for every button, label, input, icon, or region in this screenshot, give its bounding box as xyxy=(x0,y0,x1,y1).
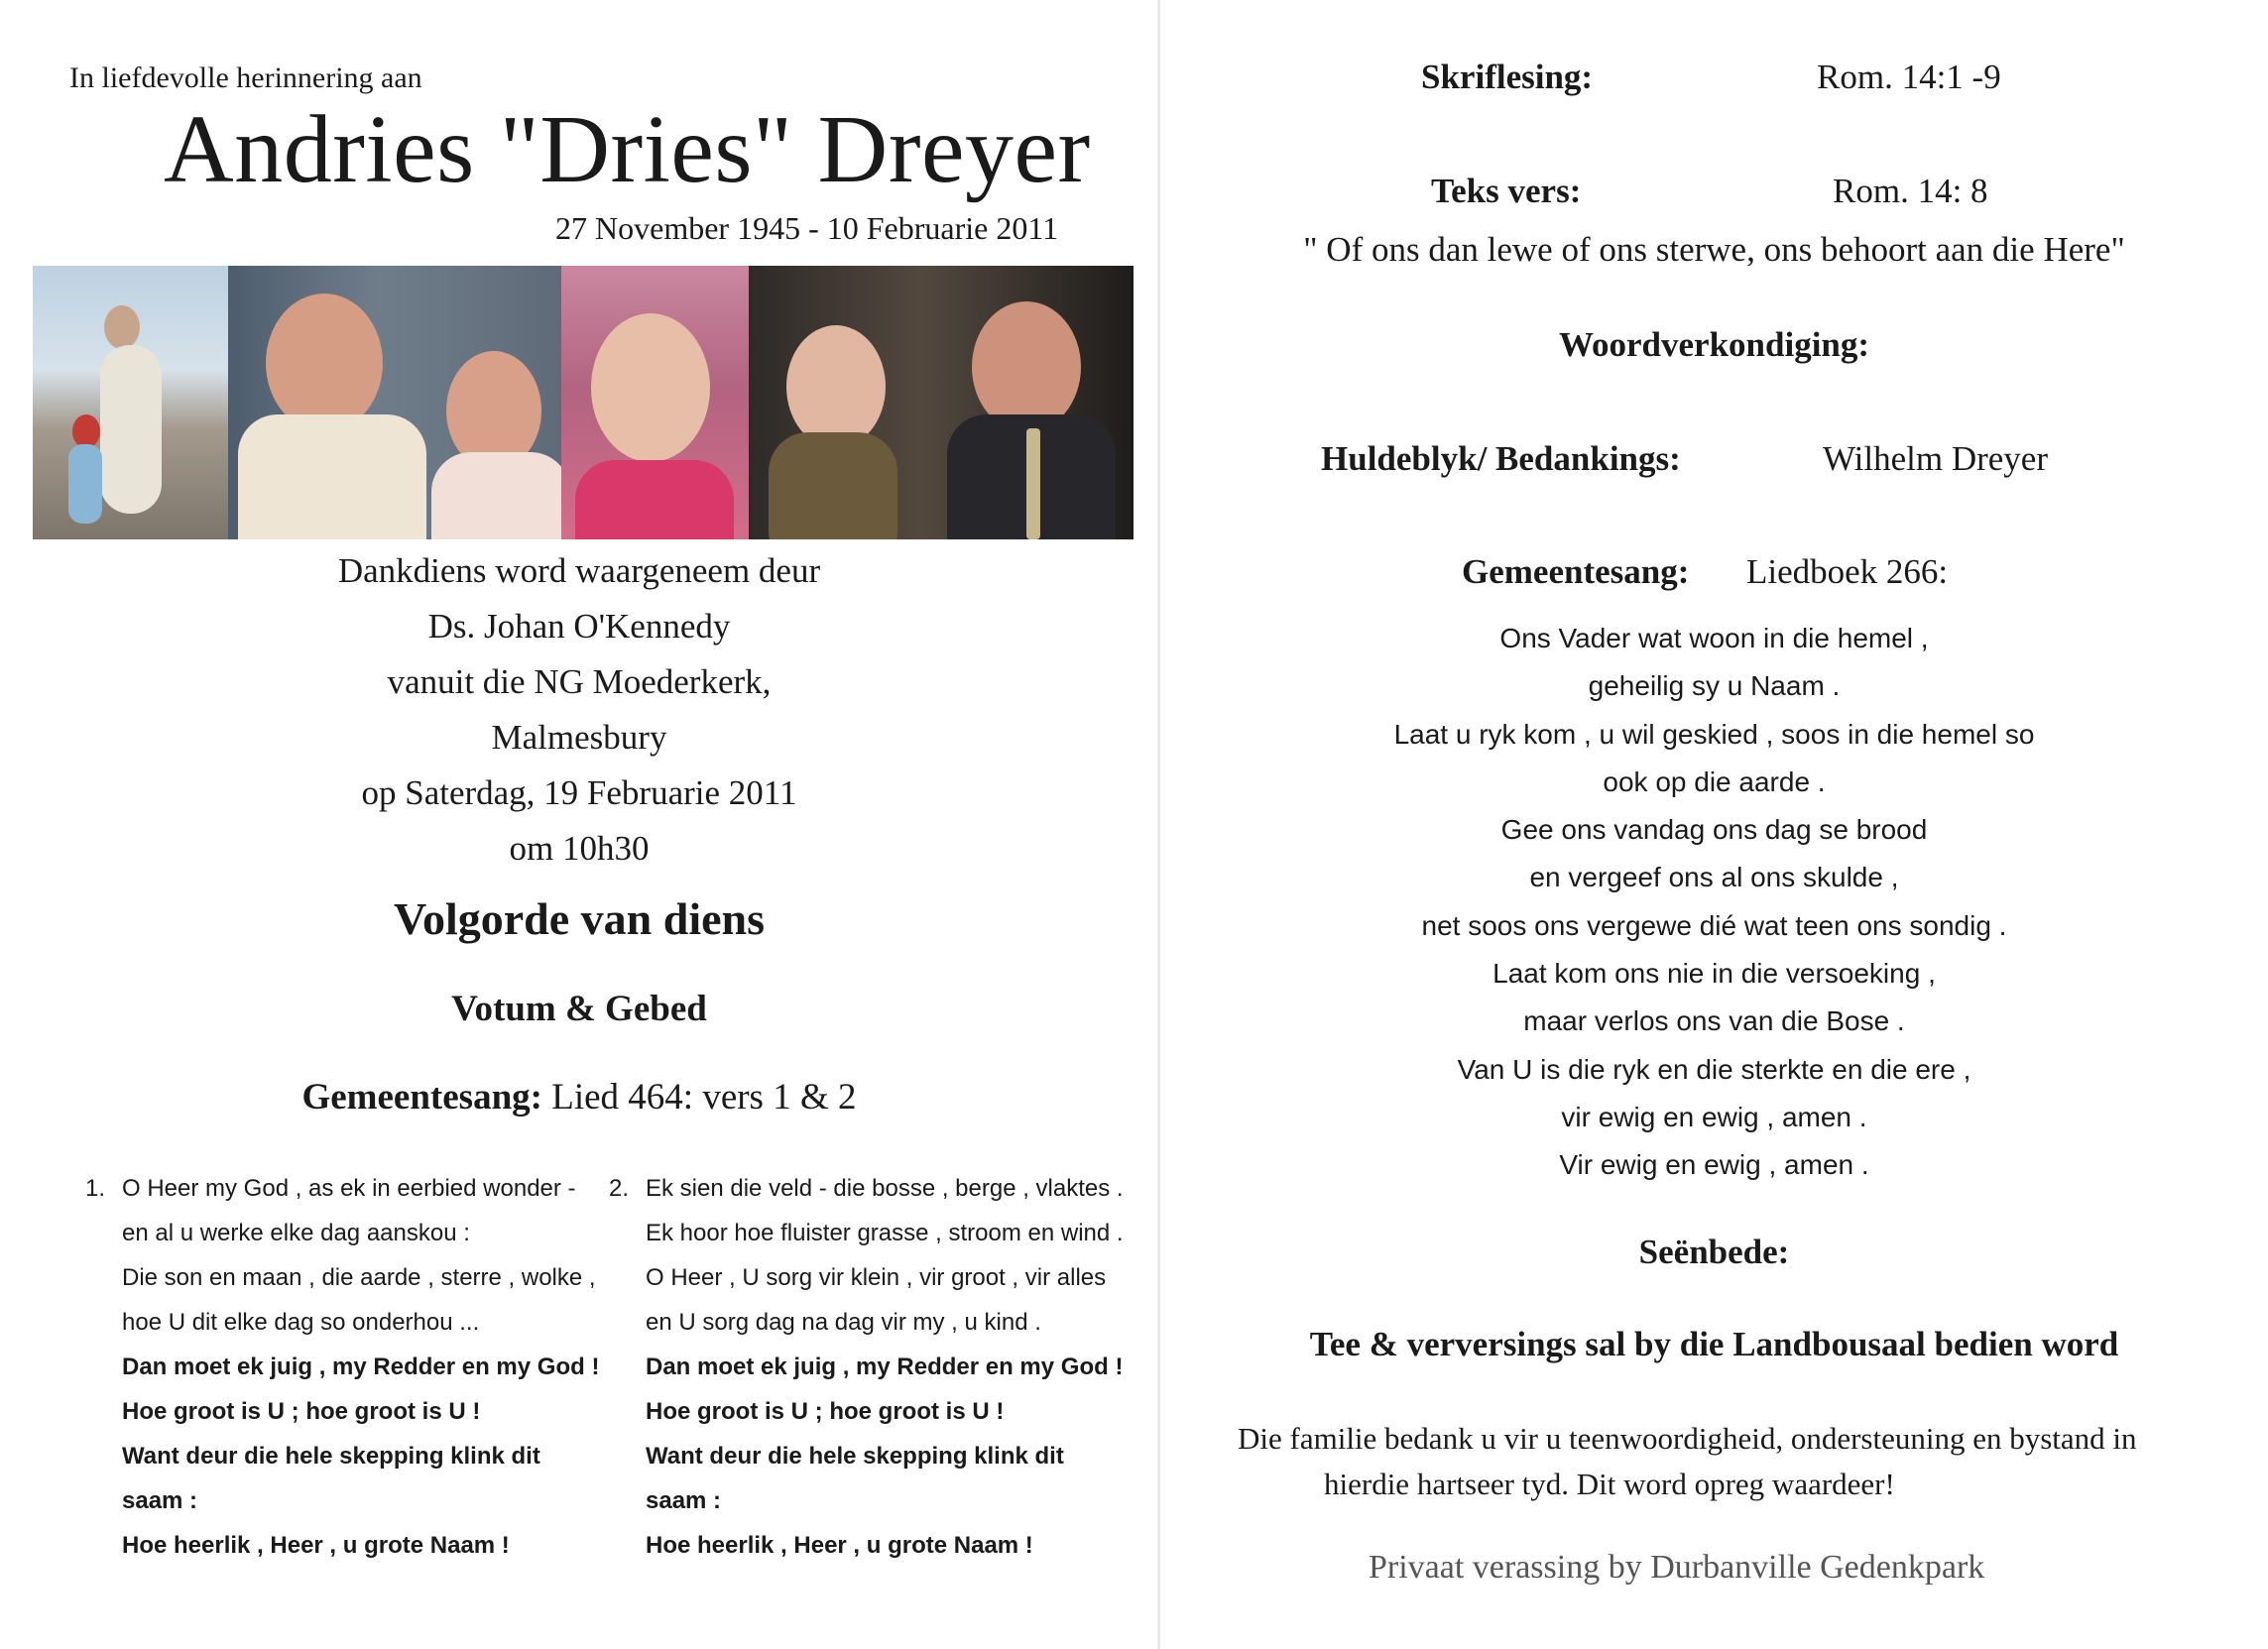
gemeentesang-1-label: Gemeentesang: xyxy=(301,1077,542,1118)
thanks-line-1: Die familie bedank u vir u teenwoordigheid, ondersteuning en bystand in xyxy=(1238,1421,2137,1456)
teks-label: Teks vers: xyxy=(1431,172,1582,210)
verse-line: Hoe groot is U ; hoe groot is U ! xyxy=(646,1398,1005,1425)
intro-text: In liefdevolle herinnering aan xyxy=(69,61,422,94)
prayer-line: Laat u ryk kom , u wil geskied , soos in die hemel so xyxy=(1393,718,2035,750)
verse-line: saam : xyxy=(122,1487,198,1514)
skriflesing-value: Rom. 14:1 -9 xyxy=(1817,58,2001,96)
prayer-line: maar verlos ons van die Bose . xyxy=(1523,1005,1905,1037)
service-line-5: op Saterdag, 19 Februarie 2011 xyxy=(361,773,797,812)
huldeblyk-value: Wilhelm Dreyer xyxy=(1823,439,2048,478)
verse-line: Hoe heerlik , Heer , u grote Naam ! xyxy=(646,1532,1033,1559)
hymn-verse-1 xyxy=(85,1166,601,1568)
prayer-line: Ons Vader wat woon in die hemel , xyxy=(1499,623,1929,653)
verse-line: saam : xyxy=(646,1487,722,1514)
teks-value: Rom. 14: 8 xyxy=(1833,172,1988,210)
verse-line: Die son en maan , die aarde , sterre , wolke , xyxy=(122,1264,596,1291)
service-line-6: om 10h30 xyxy=(509,829,650,868)
verse-line: Hoe heerlik , Heer , u grote Naam ! xyxy=(122,1532,510,1559)
photo-strip xyxy=(33,266,1134,539)
verse-line: Want deur die hele skepping klink dit xyxy=(646,1443,1064,1470)
woordverkondiging-heading: Woordverkondiging: xyxy=(1558,325,1870,364)
verse-line: Hoe groot is U ; hoe groot is U ! xyxy=(122,1398,481,1425)
order-of-service-title: Volgorde van diens xyxy=(393,893,766,944)
verse-line: Ek hoor hoe fluister grasse , stroom en wind . xyxy=(646,1220,1124,1246)
prayer-line: Laat kom ons nie in die versoeking , xyxy=(1492,958,1936,990)
right-page xyxy=(1160,0,2268,1649)
service-line-3: vanuit die NG Moederkerk, xyxy=(387,662,772,701)
seenbede-heading: Seënbede: xyxy=(1638,1233,1790,1271)
verse-line: Dan moet ek juig , my Redder en my God ! xyxy=(122,1354,600,1380)
gemeentesang-1 xyxy=(0,1076,1158,1119)
verse-line: Want deur die hele skepping klink dit xyxy=(122,1443,540,1470)
prayer-line: Gee ons vandag ons dag se brood xyxy=(1500,814,1928,846)
gemeentesang-2-label: Gemeentesang: xyxy=(1462,552,1690,591)
life-dates: 27 November 1945 - 10 Februarie 2011 xyxy=(555,210,1059,246)
verse-line: hoe U dit elke dag so onderhou ... xyxy=(122,1309,480,1336)
gemeentesang-1-value: Lied 464: vers 1 & 2 xyxy=(551,1077,857,1118)
hymn-verse-2 xyxy=(609,1166,1125,1568)
photo-child xyxy=(561,266,749,539)
prayer-line: Van U is die ryk en die sterkte en die ere , xyxy=(1457,1053,1971,1085)
refreshments-note: Tee & verversings sal by die Landbousaal bedien word xyxy=(1309,1325,2119,1363)
prayer-line: en vergeef ons al ons skulde , xyxy=(1529,862,1899,893)
votum-heading: Votum & Gebed xyxy=(451,989,707,1029)
prayer-line: ook op die aarde . xyxy=(1603,766,1826,797)
verse-number: 2. xyxy=(609,1175,630,1202)
service-line-4: Malmesbury xyxy=(491,718,667,757)
photo-couple xyxy=(228,266,561,539)
skriflesing-label: Skriflesing: xyxy=(1421,58,1594,96)
verse-line: O Heer my God , as ek in eerbied wonder - xyxy=(122,1175,576,1202)
verse-line: Dan moet ek juig , my Redder en my God ! xyxy=(646,1354,1124,1380)
huldeblyk-label: Huldeblyk/ Bedankings: xyxy=(1321,439,1681,478)
service-line-1: Dankdiens word waargeneem deur xyxy=(337,551,821,590)
verse-line: Ek sien die veld - die bosse , berge , vlaktes . xyxy=(646,1175,1124,1202)
verse-number: 1. xyxy=(85,1175,106,1202)
photo-beach xyxy=(33,266,228,539)
verse-line: en U sorg dag na dag vir my , u kind . xyxy=(646,1309,1041,1336)
prayer-line: Vir ewig en ewig , amen . xyxy=(1559,1149,1869,1181)
cremation-note: Privaat verassing by Durbanville Gedenkpark xyxy=(1369,1549,1985,1586)
service-line-2: Ds. Johan O'Kennedy xyxy=(427,607,731,646)
prayer-line: vir ewig en ewig , amen . xyxy=(1561,1101,1867,1132)
lords-prayer xyxy=(1160,615,2268,1190)
prayer-line: geheilig sy u Naam . xyxy=(1588,670,1841,702)
deceased-name: Andries "Dries" Dreyer xyxy=(164,96,1091,203)
thanks-line-2: hierdie hartseer tyd. Dit word opreg waardeer! xyxy=(1324,1467,1895,1501)
gemeentesang-2-value: Liedboek 266: xyxy=(1746,552,1949,591)
photo-father-daughter xyxy=(749,266,1134,539)
text-verse-quote: " Of ons dan lewe of ons sterwe, ons behoort aan die Here" xyxy=(1303,230,2125,269)
prayer-line: net soos ons vergewe dié wat teen ons sondig . xyxy=(1421,909,2007,941)
verse-line: O Heer , U sorg vir klein , vir groot , vir alles xyxy=(646,1264,1107,1291)
verse-line: en al u werke elke dag aanskou : xyxy=(122,1220,470,1246)
